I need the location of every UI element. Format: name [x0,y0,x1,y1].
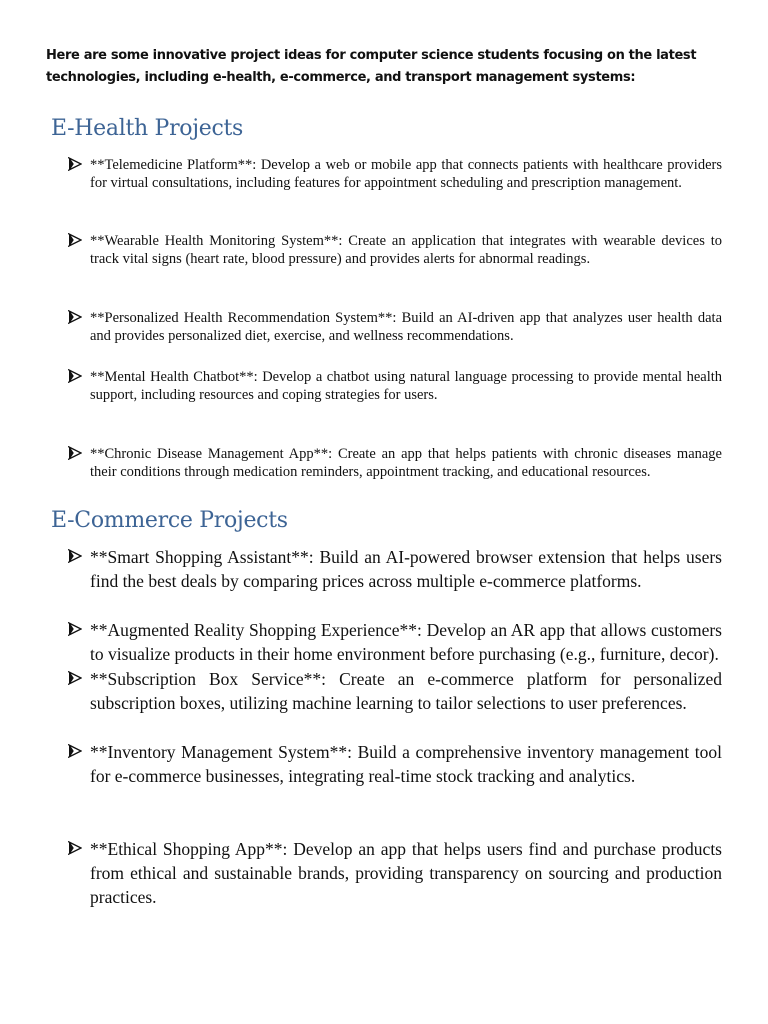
arrow-bullet-icon [68,744,90,762]
list-item [68,667,722,715]
list-item-text: **Augmented Reality Shopping Experience**: Develop an AR app that allows customers to visualize products in their home environment before purchasing (e.g., furniture, decor). [90,620,722,664]
list-item-text: **Telemedicine Platform**: Develop a web or mobile app that connects patients with healthcare providers for virtual consultations, including features for appointment scheduling and prescription management. [90,157,722,191]
arrow-bullet-icon [68,622,90,640]
arrow-bullet-icon [68,671,90,689]
list-item [68,445,722,481]
section-heading-e-commerce: E-Commerce Projects [51,508,288,533]
arrow-bullet-icon [68,157,90,175]
arrow-bullet-icon [68,369,90,387]
list-item [68,309,722,345]
list-item [68,368,722,404]
list-item-text: **Personalized Health Recommendation System**: Build an AI-driven app that analyzes user health data and provides personalized diet, exercise, and wellness recommendations. [90,310,722,344]
list-item [68,545,722,593]
intro-paragraph: Here are some innovative project ideas for computer science students focusing on the latest technologies, including e-health, e-commerce, and transport management systems: [46,48,697,85]
arrow-bullet-icon [68,310,90,328]
arrow-bullet-icon [68,233,90,251]
arrow-bullet-icon [68,446,90,464]
list-item-text: **Subscription Box Service**: Create an e-commerce platform for personalized subscription boxes, utilizing machine learning to tailor selections to user preferences. [90,669,722,713]
list-item-text: **Mental Health Chatbot**: Develop a chatbot using natural language processing to provide mental health support, including resources and coping strategies for users. [90,369,722,403]
arrow-bullet-icon [68,841,90,859]
list-item [68,156,722,192]
arrow-bullet-icon [68,549,90,567]
list-item [68,837,722,909]
list-item-text: **Inventory Management System**: Build a comprehensive inventory management tool for e-commerce businesses, integrating real-time stock tracking and analytics. [90,742,722,786]
list-item-text: **Chronic Disease Management App**: Create an app that helps patients with chronic diseases manage their conditions through medication reminders, appointment tracking, and educational resources. [90,446,722,480]
list-item-text: **Ethical Shopping App**: Develop an app that helps users find and purchase products from ethical and sustainable brands, providing transparency on sourcing and production practices. [90,839,722,907]
list-item [68,618,722,666]
list-item-text: **Smart Shopping Assistant**: Build an AI-powered browser extension that helps users find the best deals by comparing prices across multiple e-commerce platforms. [90,547,722,591]
list-item [68,740,722,788]
section-heading-e-health: E-Health Projects [51,116,244,141]
list-item [68,232,722,268]
list-item-text: **Wearable Health Monitoring System**: Create an application that integrates with wearable devices to track vital signs (heart rate, blood pressure) and provides alerts for abnormal readings. [90,233,722,267]
